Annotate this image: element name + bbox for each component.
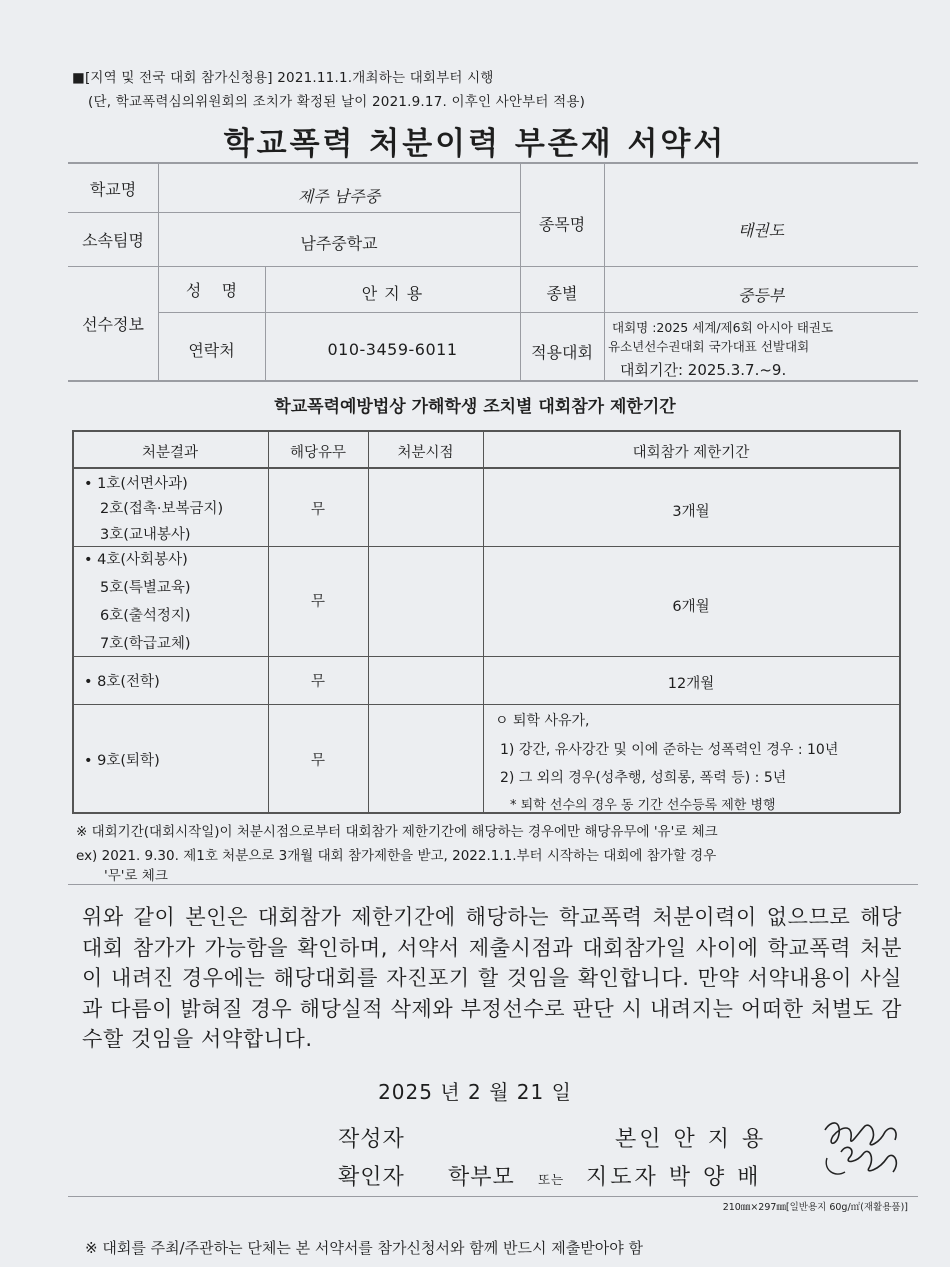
col-header-period: 대회참가 제한기간 xyxy=(632,445,750,461)
row-item: 2호(접촉·보복금지) xyxy=(100,501,224,517)
row-applicable: 무 xyxy=(310,753,325,769)
expulsion-note-4: * 퇴학 선수의 경우 동 기간 선수등록 제한 병행 xyxy=(510,798,776,813)
col-header-applicable: 해당유무 xyxy=(289,445,347,461)
row-applicable: 무 xyxy=(310,594,325,610)
name-label: 성 명 xyxy=(185,281,238,300)
row-applicable: 무 xyxy=(310,502,325,518)
row-item: • 4호(사회봉사) xyxy=(84,552,188,568)
sport-value: 태권도 xyxy=(737,221,785,240)
note-3: '무'로 체크 xyxy=(104,868,168,884)
event-period: 대회기간: 2025.3.7.~9. xyxy=(620,361,787,379)
row-applicable: 무 xyxy=(310,674,325,690)
event-name-line-1: 대회명 :2025 세계/제6회 아시아 태권도 xyxy=(612,320,834,335)
date: 2025 년 2 월 21 일 xyxy=(378,1080,572,1104)
contact-label: 연락처 xyxy=(188,341,235,360)
row-item: • 9호(퇴학) xyxy=(84,753,160,769)
row-period: 3개월 xyxy=(672,504,710,520)
team-label: 소속팀명 xyxy=(82,231,144,250)
player-info-label: 선수정보 xyxy=(82,315,144,334)
table-title: 학교폭력예방법상 가해학생 조치별 대회참가 제한기간 xyxy=(274,397,676,417)
sport-label: 종목명 xyxy=(538,215,586,234)
division-label: 종별 xyxy=(546,284,578,303)
row-item: • 1호(서면사과) xyxy=(84,476,188,492)
note-2: ex) 2021. 9.30. 제1호 처분으로 3개월 대회 참가제한을 받고, 2022.1.1.부터 시작하는 대회에 참가할 경우 xyxy=(76,848,717,864)
row-item: 5호(특별교육) xyxy=(100,580,191,596)
name-value: 안 지 용 xyxy=(361,284,424,303)
row-item: • 8호(전학) xyxy=(84,674,160,690)
document-title: 학교폭력 처분이력 부존재 서약서 xyxy=(223,126,727,162)
pledge-text: 위와 같이 본인은 대회참가 제한기간에 해당하는 학교폭력 처분이력이 없으므로 해당 대회 참가가 가능함을 확인하며, 서약서 제출시점과 대회참가일 사이에 학교폭력 처분이 내려진 경우에는 해당대회를 자진포기 할 것임을 확인합니다. 만약 서약내용이 사실과 다름이 밝혀질 경우 해당실적 삭제와 부정선수로 판단 시 내려지는 어떠한 처벌도 감수할 것임을 서약합니다. xyxy=(82,905,902,1051)
event-name-line-2: 유소년선수권대회 국가대표 선발대회 xyxy=(608,339,810,354)
contact-value: 010-3459-6011 xyxy=(327,340,458,359)
checker-value: 지도자 박 양 배 xyxy=(586,1165,762,1190)
expulsion-note-1: ㅇ 퇴학 사유가, xyxy=(495,713,590,729)
bottom-note: ※ 대회를 주최/주관하는 단체는 본 서약서를 참가신청서와 함께 반드시 제출받아야 함 xyxy=(85,1239,643,1257)
col-header-time: 처분시점 xyxy=(397,445,454,461)
writer-value: 본인 안 지 용 xyxy=(615,1127,767,1152)
expulsion-note-3: 2) 그 외의 경우(성추행, 성희롱, 폭력 등) : 5년 xyxy=(500,770,787,786)
row-period: 12개월 xyxy=(667,676,715,692)
checker-or: 또는 xyxy=(538,1172,565,1187)
header-line-1: ■[지역 및 전국 대회 참가신청용] 2021.11.1.개최하는 대회부터 시행 xyxy=(72,70,494,86)
school-label: 학교명 xyxy=(89,180,137,199)
paper-info: 210㎜×297㎜[일반용지 60g/㎡(재활용품)] xyxy=(722,1202,908,1213)
school-value: 제주 남주중 xyxy=(297,187,381,206)
event-label: 적용대회 xyxy=(531,343,593,362)
checker-parent: 학부모 xyxy=(448,1165,515,1190)
writer-label: 작성자 xyxy=(338,1127,405,1152)
col-header-result: 처분결과 xyxy=(141,445,199,461)
handwritten-signature xyxy=(805,1112,915,1192)
expulsion-note-2: 1) 강간, 유사강간 및 이에 준하는 성폭력인 경우 : 10년 xyxy=(500,742,839,758)
row-period: 6개월 xyxy=(672,599,710,615)
row-item: 3호(교내봉사) xyxy=(100,527,191,543)
row-item: 6호(출석정지) xyxy=(100,608,191,624)
team-value: 남주중학교 xyxy=(300,234,378,253)
note-1: ※ 대회기간(대회시작일)이 처분시점으로부터 대회참가 제한기간에 해당하는 경우에만 해당유무에 '유'로 체크 xyxy=(76,824,718,840)
checker-label: 확인자 xyxy=(338,1165,405,1190)
division-value: 중등부 xyxy=(737,286,785,305)
row-item: 7호(학급교체) xyxy=(100,636,191,652)
header-line-2: (단, 학교폭력심의위원회의 조치가 확정된 날이 2021.9.17. 이후인 사안부터 적용) xyxy=(88,94,586,110)
